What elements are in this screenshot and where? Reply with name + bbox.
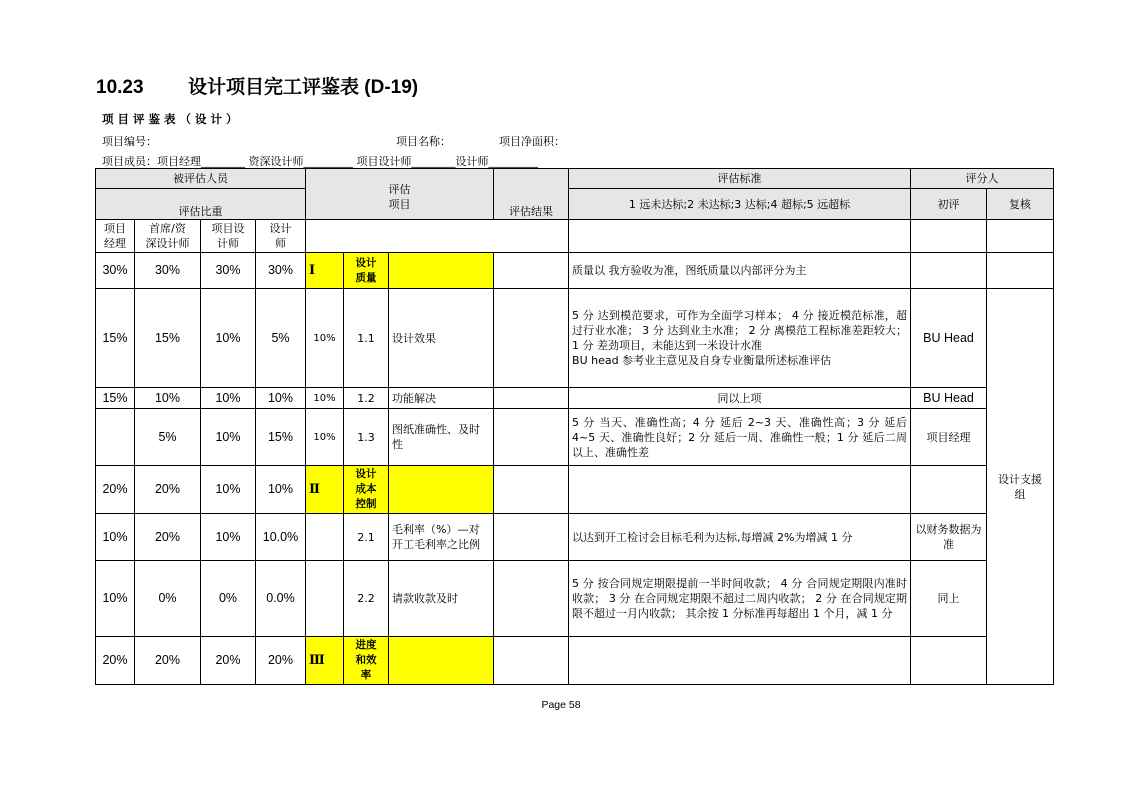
- standard-header: 评估标准: [569, 169, 911, 189]
- table-row: 15% 10% 10% 10% 10% 1.2 功能解决 同以上项 BU Head: [96, 388, 1054, 409]
- review-cell: 设计支援 组: [987, 289, 1054, 685]
- section-label: 设计 质量: [344, 253, 389, 289]
- page-number: Page 58: [541, 699, 581, 711]
- first-review-header: 初评: [911, 189, 987, 220]
- pm-col-header: 项目 经理: [96, 220, 135, 253]
- members-line: 项目成员：项目经理________ 资深设计师_________ 项目设计师________设计师_________: [102, 155, 538, 168]
- scorer-header: 评分人: [911, 169, 1054, 189]
- pd-col-header: 项目设 计师: [201, 220, 256, 253]
- section-label: 设计 成本 控制: [344, 466, 389, 514]
- item-header: 评估 项目: [306, 169, 494, 220]
- project-no-label: 项目编号：: [102, 135, 157, 148]
- net-area-label: 项目净面积：: [499, 135, 565, 148]
- section-label: 进度 和效 率: [344, 637, 389, 685]
- section-title: 设计项目完工评鉴表 (D-19): [188, 77, 419, 98]
- designer-col-header: 设计 师: [256, 220, 306, 253]
- section-number: 10.23: [96, 77, 144, 98]
- table-row: 20% 20% 20% 20% Ⅲ 进度 和效 率: [96, 637, 1054, 685]
- table-row: 15% 15% 10% 5% 10% 1.1 设计效果 5 分 达到模范要求，可作为全面学习样本； 4 分 接近模范标准，超过行业水准； 3 分 达到业主水准； 2 分 离模范工程标准差距较大； 1 分 差劲项目，未能达到一米设计水准 BU head 参考业主意见及自身专业衡量所述标准评估 BU Head 设计支援 组: [96, 289, 1054, 388]
- result-header: 评估结果: [494, 169, 569, 220]
- form-subheading: 项目评鉴表（设计）: [102, 112, 242, 126]
- table-row: 20% 20% 10% 10% Ⅱ 设计 成本 控制: [96, 466, 1054, 514]
- table-row: 5% 10% 15% 10% 1.3 图纸准确性、及时性 5 分 当天、准确性高；4 分 延后 2~3 天、准确性高；3 分 延后 4~5 天、准确性良好；2 分 延后一周、准确性一般；1 分 延后二周以上、准确性差 项目经理: [96, 409, 1054, 466]
- table-row: 10% 0% 0% 0.0% 2.2 请款收款及时 5 分 按合同规定期限提前一半时间收款； 4 分 合同规定期限内准时收款； 3 分 在合同规定期限不超过二周内收款； 2 分 在合同规定期限不超过一月内收款； 其余按 1 分标准再每超出 1 个月，减 1 分 同上: [96, 561, 1054, 637]
- scale-header: 1 远未达标;2 未达标;3 达标;4 超标;5 远超标: [569, 189, 911, 220]
- ratio-header: 评估比重: [96, 189, 306, 220]
- table-row: 10% 20% 10% 10.0% 2.1 毛利率（%）—对开工毛利率之比例 以达到开工检讨会目标毛利为达标,每增减 2%为增减 1 分 以财务数据为准: [96, 514, 1054, 561]
- table-row: 30% 30% 30% 30% Ⅰ 设计 质量 质量以 我方验收为准，图纸质量以内部评分为主: [96, 253, 1054, 289]
- project-name-label: 项目名称：: [396, 135, 451, 148]
- section-heading: [96, 72, 418, 99]
- second-review-header: 复核: [987, 189, 1054, 220]
- evaluation-table: [95, 168, 1054, 685]
- section-code: Ⅲ: [306, 637, 344, 685]
- section-code: Ⅰ: [306, 253, 344, 289]
- evaluated-header: 被评估人员: [96, 169, 306, 189]
- section-code: Ⅱ: [306, 466, 344, 514]
- senior-col-header: 首席/资 深设计师: [135, 220, 201, 253]
